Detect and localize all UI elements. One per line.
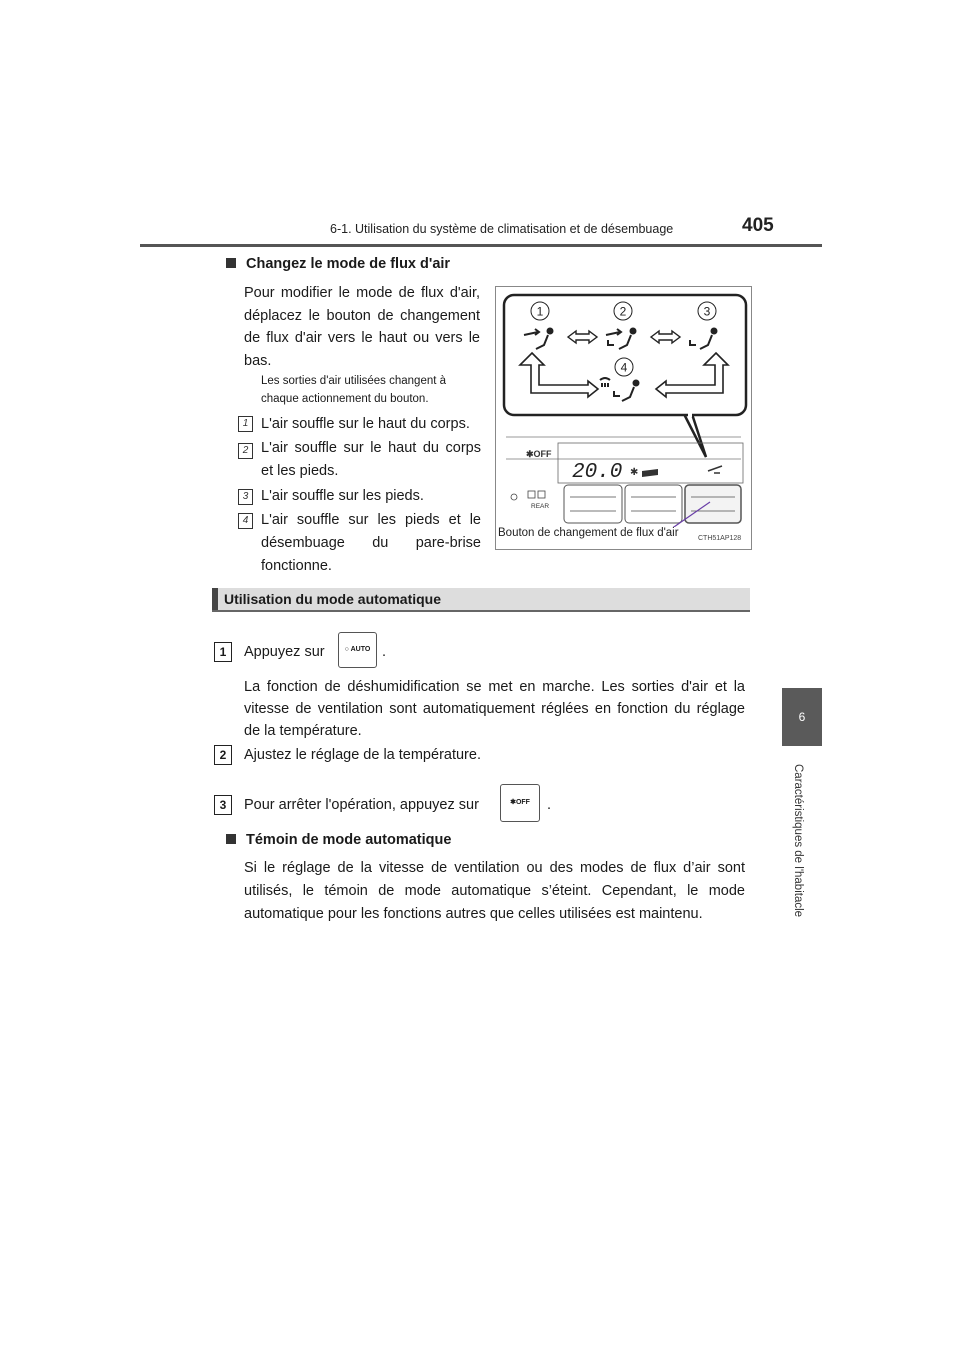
- chapter-label: Caractéristiques de l'habitacle: [792, 764, 804, 918]
- auto-mode-section-title: Utilisation du mode automatique: [224, 591, 442, 607]
- display-temperature: 20.0: [572, 461, 623, 484]
- section-underline: [212, 610, 750, 612]
- svg-text:2: 2: [619, 304, 627, 319]
- item-2-text: L'air souffle sur le haut du corps et les pieds.: [261, 440, 481, 479]
- step-1-text-after: .: [382, 644, 387, 660]
- fan-icon: ✱: [630, 467, 639, 478]
- item-1-text: L'air souffle sur le haut du corps.: [261, 416, 470, 432]
- rear-defrost-icon: [528, 491, 535, 498]
- callout-1: [531, 302, 549, 320]
- step-2-badge: 2: [214, 745, 232, 765]
- indicator-section-title: Témoin de mode automatique: [226, 832, 451, 848]
- airflow-section-title: Changez le mode de flux d'air: [226, 256, 450, 272]
- figure-code: CTH51AP128: [698, 535, 742, 542]
- airflow-intro: Pour modifier le mode de flux d'air, déplacez le bouton de changement de flux d'air vers le haut ou vers le bas.: [244, 285, 480, 369]
- fan-off-label: ✱OFF: [526, 449, 552, 459]
- item-1-badge: 1: [238, 416, 253, 432]
- chapter-tab: 6: [782, 688, 822, 746]
- fan-level-icon: [642, 469, 658, 477]
- step-1-badge: 1: [214, 642, 232, 662]
- item-3-badge: 3: [238, 489, 253, 505]
- item-4-badge: 4: [238, 513, 253, 529]
- callout-2: [614, 302, 632, 320]
- header-title: 6-1. Utilisation du système de climatisation et de désembuage: [330, 222, 674, 236]
- panel-button-middle: [625, 485, 682, 523]
- page-number: 405: [742, 215, 774, 236]
- svg-text:4: 4: [620, 360, 628, 375]
- airflow-figure: [495, 286, 752, 550]
- display-mode-icon: [708, 466, 722, 473]
- auto-mode-section-header: [212, 588, 750, 610]
- indicator-text: Si le réglage de la vitesse de ventilation ou des modes de flux d’air sont utilisés, le témoin de mode automatique s’éteint. Cependant, le mode automatique pour les fonctions autres que celles utilisées est maintenu.: [244, 860, 745, 922]
- item-2-badge: 2: [238, 443, 253, 459]
- item-3-text: L'air souffle sur les pieds.: [261, 488, 424, 504]
- step-1-text-before: Appuyez sur: [244, 644, 325, 660]
- svg-text:1: 1: [536, 304, 544, 319]
- step-3-text-before: Pour arrêter l'opération, appuyez sur: [244, 797, 479, 813]
- figure-caption: Bouton de changement de flux d'air: [498, 527, 679, 539]
- airflow-switch-button: [685, 485, 741, 523]
- panel-button-left: [564, 485, 622, 523]
- step-3-badge: 3: [214, 795, 232, 815]
- step-2-text: Ajustez le réglage de la température.: [244, 747, 481, 763]
- item-4-text: L'air souffle sur les pieds et le désembuage du pare-brise fonctionne.: [261, 512, 481, 574]
- auto-button-icon: ○ AUTO: [338, 632, 377, 668]
- callout-3: [698, 302, 716, 320]
- bullet-square-icon: [226, 258, 236, 268]
- airflow-note: Les sorties d'air utilisées changent à chaque actionnement du bouton.: [261, 375, 447, 405]
- svg-text:3: 3: [703, 304, 711, 319]
- bullet-square-icon: [226, 834, 236, 844]
- callout-4: [615, 358, 633, 376]
- fan-off-button-icon: ✱OFF: [500, 784, 540, 822]
- airflow-diagram: [496, 287, 751, 549]
- rear-label: REAR: [531, 503, 550, 510]
- step-3-text-after: .: [547, 797, 552, 813]
- header-divider: [140, 244, 822, 247]
- step-1-detail: La fonction de déshumidification se met en marche. Les sorties d'air et la vitesse de ventilation sont automatiquement réglées en fonction du réglage de la température.: [244, 679, 745, 739]
